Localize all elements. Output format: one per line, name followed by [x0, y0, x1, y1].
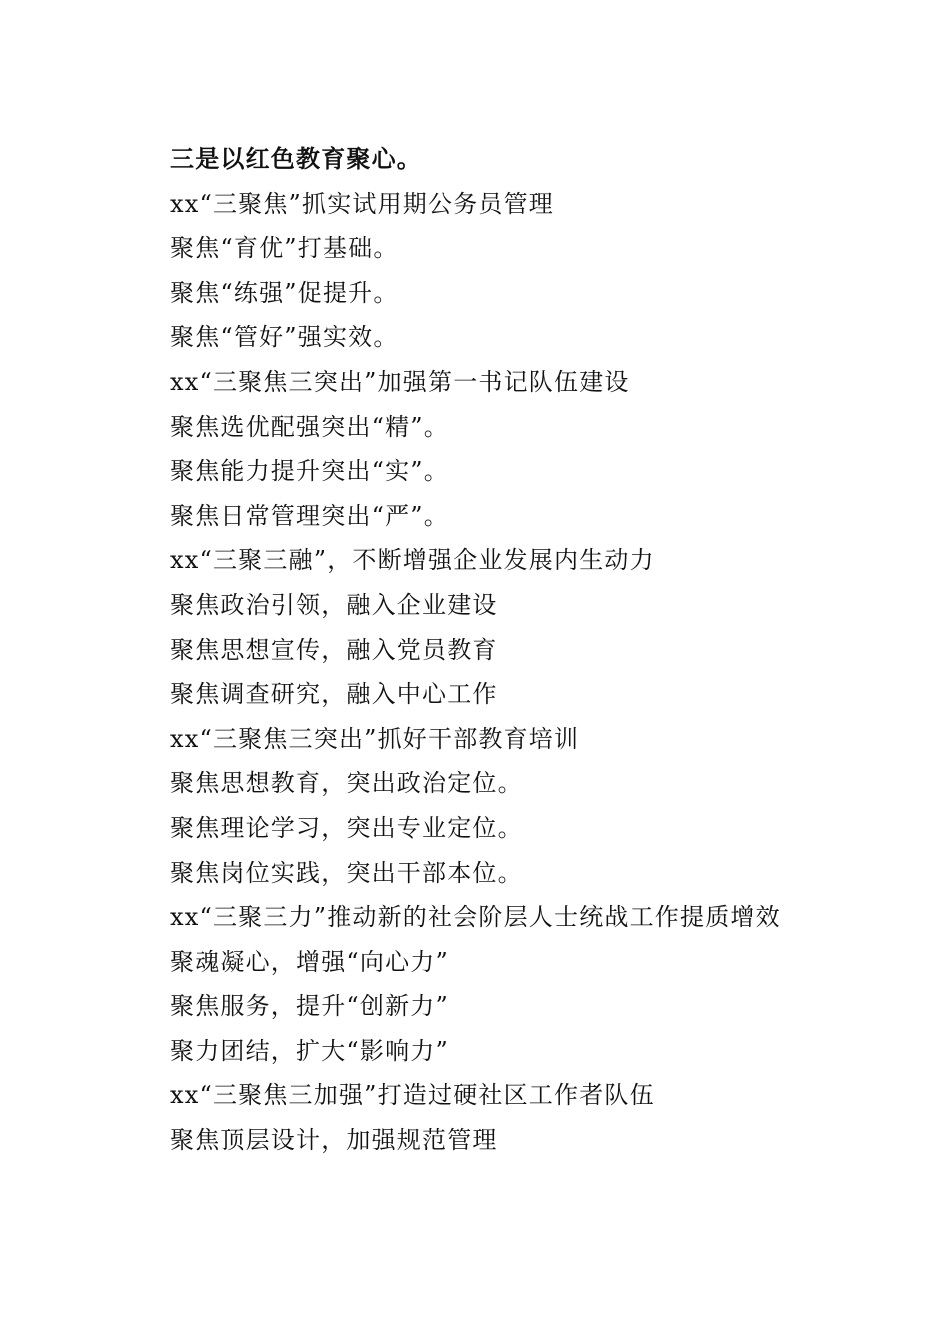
- text-line: 聚魂凝心，增强“向心力”: [170, 947, 449, 976]
- text-line: 聚焦“练强”促提升。: [170, 278, 399, 307]
- text-line: 聚焦选优配强突出“精”。: [170, 412, 449, 441]
- text-line: 聚焦理论学习，突出专业定位。: [170, 813, 523, 842]
- section-heading: xx“三聚焦三突出”抓好干部教育培训: [170, 724, 580, 753]
- section-heading: xx“三聚焦三突出”加强第一书记队伍建设: [170, 367, 630, 396]
- text-line: 聚焦顶层设计，加强规范管理: [170, 1126, 498, 1155]
- text-line: 聚焦思想教育，突出政治定位。: [170, 769, 523, 798]
- section-heading: xx“三聚三力”推动新的社会阶层人士统战工作提质增效: [170, 903, 781, 932]
- text-line: 聚焦岗位实践，突出干部本位。: [170, 858, 523, 887]
- section-heading: xx“三聚焦三加强”打造过硬社区工作者队伍: [170, 1081, 655, 1110]
- text-line: 聚力团结，扩大“影响力”: [170, 1036, 449, 1065]
- text-line: 聚焦政治引领，融入企业建设: [170, 590, 498, 619]
- text-line: 聚焦“育优”打基础。: [170, 234, 399, 263]
- text-line: 聚焦能力提升突出“实”。: [170, 457, 449, 486]
- text-line: 聚焦服务，提升“创新力”: [170, 992, 449, 1021]
- section-heading: xx“三聚焦”抓实试用期公务员管理: [170, 189, 555, 218]
- section-heading: xx“三聚三融”，不断增强企业发展内生动力: [170, 546, 655, 575]
- text-line: 三是以红色教育聚心。: [170, 144, 422, 173]
- text-line: 聚焦“管好”强实效。: [170, 323, 399, 352]
- document-body: [170, 137, 890, 1163]
- text-line: 聚焦调查研究，融入中心工作: [170, 680, 498, 709]
- text-line: 聚焦思想宣传，融入党员教育: [170, 635, 498, 664]
- text-line: 聚焦日常管理突出“严”。: [170, 501, 449, 530]
